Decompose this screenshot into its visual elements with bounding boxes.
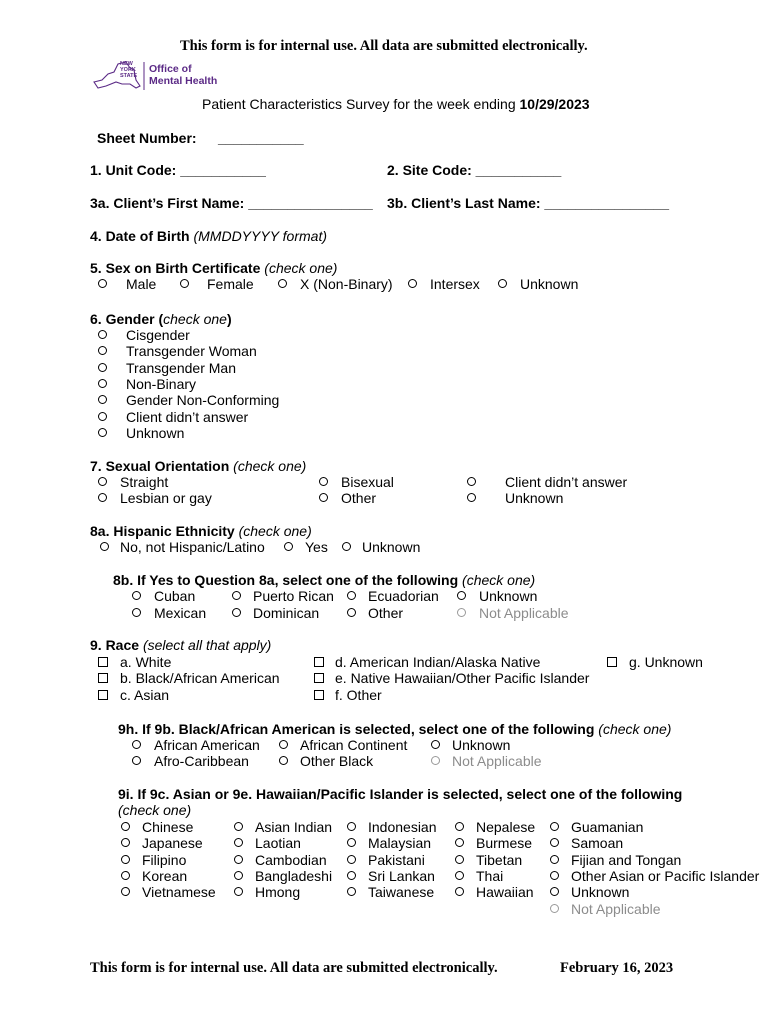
q7-option-label: Straight <box>120 474 169 490</box>
radio-icon[interactable] <box>347 822 356 831</box>
radio-icon[interactable] <box>284 542 293 551</box>
q7-label: 7. Sexual Orientation <box>90 458 234 474</box>
dob-hint: (MMDDYYYY format) <box>193 228 328 244</box>
radio-icon[interactable] <box>98 363 107 372</box>
radio-icon[interactable] <box>98 330 107 339</box>
logo-state-2: YORK <box>120 67 136 73</box>
q7-hint: (check one) <box>233 458 307 474</box>
q6-close: ) <box>226 311 232 327</box>
radio-icon[interactable] <box>132 591 141 600</box>
q6-option-label: Transgender Man <box>126 359 236 376</box>
radio-icon[interactable] <box>408 279 417 288</box>
radio-icon[interactable] <box>347 855 356 864</box>
radio-icon[interactable] <box>550 871 559 880</box>
radio-icon[interactable] <box>467 493 476 502</box>
radio-icon[interactable] <box>347 838 356 847</box>
radio-icon[interactable] <box>455 887 464 896</box>
radio-icon[interactable] <box>121 871 130 880</box>
q7-option-label: Client didn’t answer <box>505 474 628 490</box>
q8a-hint: (check one) <box>238 523 312 539</box>
survey-title-text: Patient Characteristics Survey for the week ending <box>202 96 520 112</box>
radio-icon[interactable] <box>98 428 107 437</box>
q9i-option-label: Thai <box>476 867 504 884</box>
q6-option-label: Client didn’t answer <box>126 408 249 425</box>
q9-option-label: f. Other <box>335 687 382 703</box>
radio-icon[interactable] <box>550 887 559 896</box>
q9i-option-label: Vietnamese <box>142 884 216 901</box>
radio-icon[interactable] <box>467 477 476 486</box>
logo-state-1: NEW <box>120 61 133 67</box>
radio-icon[interactable] <box>232 608 241 617</box>
q9i-option-label: Guamanian <box>571 819 644 835</box>
q9i-hint: (check one) <box>118 802 192 818</box>
q7-heading <box>90 458 306 474</box>
q9-option-label: g. Unknown <box>629 654 703 670</box>
q9-heading <box>90 637 271 653</box>
q7-option-label: Bisexual <box>341 474 394 490</box>
q9i-option-label: Sri Lankan <box>368 867 435 884</box>
radio-icon[interactable] <box>455 838 464 847</box>
radio-icon[interactable] <box>550 855 559 864</box>
radio-icon[interactable] <box>121 822 130 831</box>
q9i-option-label: Not Applicable <box>571 900 661 917</box>
q9i-option-label: Tibetan <box>476 851 523 868</box>
q9h-option-label: African American <box>154 737 260 753</box>
q8a-option-label: No, not Hispanic/Latino <box>120 539 265 555</box>
q9-option-label: a. White <box>120 654 172 670</box>
q5-option-label: Unknown <box>520 276 579 292</box>
q8b-label: 8b. If Yes to Question 8a, select one of the following <box>113 572 463 588</box>
q5-option-label: Female <box>207 276 254 292</box>
radio-icon[interactable] <box>98 379 107 388</box>
q9i-option-label: Pakistani <box>368 851 425 868</box>
q8a-label: 8a. Hispanic Ethnicity <box>90 523 239 539</box>
q8b-option-label: Other <box>368 605 404 621</box>
radio-icon[interactable] <box>550 838 559 847</box>
q8a-option-label: Unknown <box>362 539 421 555</box>
q9i-option-label: Indonesian <box>368 819 437 835</box>
q9i-option-label: Taiwanese <box>368 884 435 901</box>
radio-icon[interactable] <box>347 887 356 896</box>
q9h-label: 9h. If 9b. Black/African American is selected, select one of the following <box>118 721 599 737</box>
last-name-field[interactable]: 3b. Client’s Last Name: ________________ <box>387 195 669 211</box>
q8b-heading <box>113 572 535 588</box>
radio-icon[interactable] <box>455 822 464 831</box>
radio-icon[interactable] <box>132 608 141 617</box>
q8b-option-label: Cuban <box>154 588 196 604</box>
q5-hint: (check one) <box>264 260 338 276</box>
sheet-number-label: Sheet Number: <box>97 130 197 146</box>
radio-icon[interactable] <box>98 493 107 502</box>
radio-icon[interactable] <box>234 887 243 896</box>
radio-icon[interactable] <box>98 395 107 404</box>
radio-icon[interactable] <box>431 740 440 749</box>
radio-icon[interactable] <box>431 756 440 765</box>
q5-option-label: Intersex <box>430 276 480 292</box>
radio-icon[interactable] <box>98 346 107 355</box>
q8b-hint: (check one) <box>462 572 536 588</box>
radio-icon[interactable] <box>342 542 351 551</box>
q9i-option-label: Burmese <box>476 835 533 852</box>
q7-option-label: Other <box>341 490 377 506</box>
q8b-option-label: Ecuadorian <box>368 588 439 604</box>
radio-icon[interactable] <box>100 542 109 551</box>
q9i-option-label: Other Asian or Pacific Islander <box>571 867 760 884</box>
radio-icon[interactable] <box>347 871 356 880</box>
q6-option-label: Unknown <box>126 424 185 441</box>
checkbox-icon[interactable] <box>314 657 324 667</box>
q9h-option-label: Unknown <box>452 737 511 753</box>
q9-option-label: b. Black/African American <box>120 670 280 686</box>
radio-icon[interactable] <box>98 279 107 288</box>
q7-option-label: Unknown <box>505 490 564 506</box>
q8b-option-label: Mexican <box>154 605 207 621</box>
q6-option-label: Transgender Woman <box>126 343 257 360</box>
radio-icon[interactable] <box>347 591 356 600</box>
q6-label: 6. Gender ( <box>90 311 164 327</box>
radio-icon[interactable] <box>498 279 507 288</box>
radio-icon[interactable] <box>98 412 107 421</box>
q5-option-label: Male <box>126 276 157 292</box>
q9h-option-label: Afro-Caribbean <box>154 753 249 769</box>
q6-option-label: Gender Non-Conforming <box>126 392 280 409</box>
q9i-option-label: Samoan <box>571 835 624 852</box>
q6-option-label: Cisgender <box>126 327 190 343</box>
q6-hint: check one <box>163 311 227 327</box>
q8b-option-label: Not Applicable <box>479 605 569 621</box>
radio-icon[interactable] <box>180 279 189 288</box>
radio-icon[interactable] <box>550 904 559 913</box>
radio-icon[interactable] <box>278 279 287 288</box>
first-name-field[interactable]: 3a. Client’s First Name: ________________ <box>90 195 373 211</box>
q9h-heading <box>118 721 671 737</box>
q9i-option-label: Cambodian <box>255 851 327 868</box>
radio-icon[interactable] <box>234 822 243 831</box>
sheet-number-field[interactable]: ___________ <box>218 130 304 146</box>
omh-logo <box>92 60 232 94</box>
q9i-option-label: Hawaiian <box>476 884 534 901</box>
q9i-option-label: Japanese <box>142 835 203 852</box>
q9i-option-label: Asian Indian <box>255 819 333 835</box>
q9-option-label: d. American Indian/Alaska Native <box>335 654 541 670</box>
logo-state-3: STATE <box>120 73 138 79</box>
survey-title <box>202 96 590 112</box>
q9h-option-label: Not Applicable <box>452 753 542 769</box>
q9-option-label: c. Asian <box>120 687 170 703</box>
unit-code-field[interactable]: 1. Unit Code: ___________ <box>90 162 266 178</box>
q9i-option-label: Nepalese <box>476 819 536 835</box>
site-code-field[interactable]: 2. Site Code: ___________ <box>387 162 562 178</box>
q5-heading <box>90 260 337 276</box>
radio-icon[interactable] <box>234 855 243 864</box>
q9i-option-label: Bangladeshi <box>255 867 333 884</box>
radio-icon[interactable] <box>232 591 241 600</box>
checkbox-icon[interactable] <box>98 673 108 683</box>
q6-option-label: Non-Binary <box>126 375 197 392</box>
q8b-option-label: Puerto Rican <box>253 588 334 604</box>
radio-icon[interactable] <box>132 756 141 765</box>
footer-notice: This form is for internal use. All data are submitted electronically. <box>90 960 498 976</box>
radio-icon[interactable] <box>121 855 130 864</box>
q9i-option-label: Korean <box>142 867 188 884</box>
header-notice: This form is for internal use. All data are submitted electronically. <box>180 38 588 54</box>
logo-office-line1: Office of <box>149 63 192 75</box>
q9-label: 9. Race <box>90 637 143 653</box>
q9-hint: (select all that apply) <box>142 637 272 653</box>
q9i-option-label: Fijian and Tongan <box>571 851 682 868</box>
radio-icon[interactable] <box>457 608 466 617</box>
radio-icon[interactable] <box>234 871 243 880</box>
radio-icon[interactable] <box>121 838 130 847</box>
q5-option-label: X (Non-Binary) <box>300 276 393 292</box>
radio-icon[interactable] <box>550 822 559 831</box>
dob-label <box>90 228 327 244</box>
q9h-option-label: African Continent <box>300 737 408 753</box>
radio-icon[interactable] <box>457 591 466 600</box>
q9i-option-label: Malaysian <box>368 835 432 852</box>
q5-label: 5. Sex on Birth Certificate <box>90 260 265 276</box>
q9-option-label: e. Native Hawaiian/Other Pacific Islander <box>335 670 590 686</box>
q9i-option-label: Filipino <box>142 851 187 868</box>
q9h-hint: (check one) <box>598 721 672 737</box>
survey-date: 10/29/2023 <box>519 96 590 112</box>
q6-heading <box>90 311 232 327</box>
checkbox-icon[interactable] <box>98 657 108 667</box>
radio-icon[interactable] <box>132 740 141 749</box>
radio-icon[interactable] <box>319 493 328 502</box>
checkbox-icon[interactable] <box>314 673 324 683</box>
q8a-heading <box>90 523 312 539</box>
q8b-option-label: Unknown <box>479 588 538 604</box>
logo-office-line2: Mental Health <box>149 75 218 87</box>
radio-icon[interactable] <box>347 608 356 617</box>
q9h-option-label: Other Black <box>300 753 374 769</box>
checkbox-icon[interactable] <box>314 690 324 700</box>
q9i-option-label: Chinese <box>142 819 194 835</box>
footer-date: February 16, 2023 <box>560 960 674 976</box>
q9i-option-label: Hmong <box>255 884 301 901</box>
dob-label-text: 4. Date of Birth <box>90 228 194 244</box>
q8a-option-label: Yes <box>305 539 328 555</box>
radio-icon[interactable] <box>319 477 328 486</box>
q9i-heading: 9i. If 9c. Asian or 9e. Hawaiian/Pacific Islander is selected, select one of the following <box>118 786 683 802</box>
radio-icon[interactable] <box>98 477 107 486</box>
radio-icon[interactable] <box>234 838 243 847</box>
checkbox-icon[interactable] <box>607 657 617 667</box>
radio-icon[interactable] <box>121 887 130 896</box>
checkbox-icon[interactable] <box>98 690 108 700</box>
radio-icon[interactable] <box>455 871 464 880</box>
q9i-option-label: Unknown <box>571 884 630 901</box>
q7-option-label: Lesbian or gay <box>120 490 212 506</box>
q9i-option-label: Laotian <box>255 835 301 852</box>
radio-icon[interactable] <box>455 855 464 864</box>
q8b-option-label: Dominican <box>253 605 320 621</box>
radio-icon[interactable] <box>279 740 288 749</box>
radio-icon[interactable] <box>279 756 288 765</box>
